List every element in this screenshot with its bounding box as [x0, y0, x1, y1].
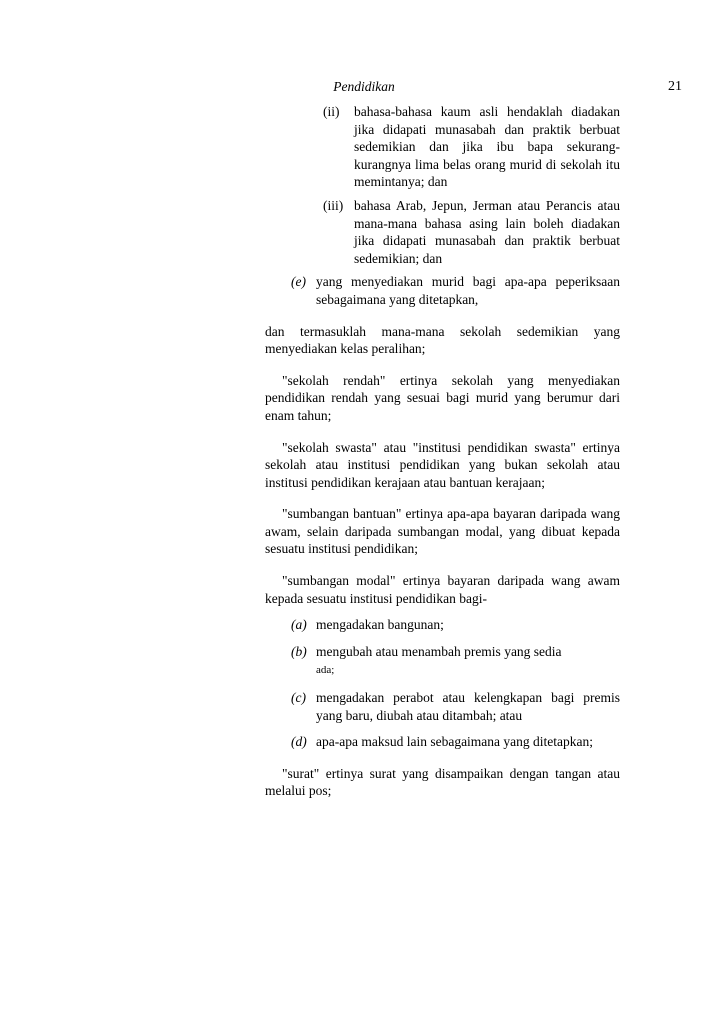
subitem-iii [265, 197, 620, 267]
subitem-number: (ii) [323, 104, 340, 119]
paragraph-letter: (e) [291, 274, 306, 290]
list-item-d [265, 733, 620, 751]
list-item-b [265, 643, 620, 680]
definition-sumbangan-bantuan: "sumbangan bantuan" ertinya apa-apa bayaran daripada wang awam, selain daripada sumbangan modal, yang dibuat kepada sesuatu institusi pendidikan; [265, 506, 620, 557]
list-item-text: mengadakan bangunan; [316, 617, 444, 633]
list-item-text: apa-apa maksud lain sebagaimana yang ditetapkan; [316, 734, 594, 750]
list-item-letter: (b) [291, 643, 307, 659]
subitem-number: (iii) [323, 197, 344, 213]
definition-surat: "surat" ertinya surat yang disampaikan dengan tangan atau melalui pos; [265, 765, 620, 799]
body-text [265, 103, 620, 800]
definition-sekolah-swasta: "sekolah swasta" atau "institusi pendidikan swasta" ertinya sekolah atau institusi pendidikan yang bukan sekolah atau institusi pendidikan kerajaan atau bantuan kerajaan; [265, 439, 620, 490]
list-item-a [265, 616, 620, 634]
list-item-letter: (d) [291, 734, 307, 750]
page-number: 21 [668, 79, 682, 94]
list-item-text: mengubah atau menambah premis yang sedia [316, 643, 562, 659]
list-item-letter: (a) [291, 617, 307, 633]
paragraph-e [265, 273, 620, 308]
subitem-text: bahasa-bahasa kaum asli hendaklah diadakan jika didapati munasabah dan praktik berbuat sedemikian dan jika ibu bapa sekurang-kurangnya lima belas orang murid di sekolah itu memintanya; dan [354, 104, 620, 190]
list-item-text: mengadakan perabot atau kelengkapan bagi premis yang baru, diubah atau ditambah; atau [316, 690, 620, 723]
definition-sumbangan-modal: "sumbangan modal" ertinya bayaran daripada wang awam kepada sesuatu institusi pendidikan bagi- [265, 573, 620, 606]
closing-clause: dan termasuklah mana-mana sekolah sedemikian yang menyediakan kelas peralihan; [265, 323, 620, 357]
paragraph-text: yang menyediakan murid bagi apa-apa peperiksaan sebagaimana yang ditetapkan, [316, 274, 620, 307]
list-item-continuation: ada; [316, 664, 335, 677]
definition-sekolah-rendah: "sekolah rendah" ertinya sekolah yang menyediakan pendidikan rendah yang sesuai bagi murid yang berumur dari enam tahun; [265, 372, 620, 423]
list-item-letter: (c) [291, 690, 306, 706]
list-item-c [265, 689, 620, 724]
subitem-text: bahasa Arab, Jepun, Jerman atau Perancis atau mana-mana bahasa asing lain boleh diadakan jika didapati munasabah dan praktik berbuat sedemikian; dan [354, 197, 620, 266]
sumbangan-modal-list [265, 616, 620, 751]
subitem-ii [265, 103, 620, 191]
running-title: Pendidikan [333, 79, 395, 94]
